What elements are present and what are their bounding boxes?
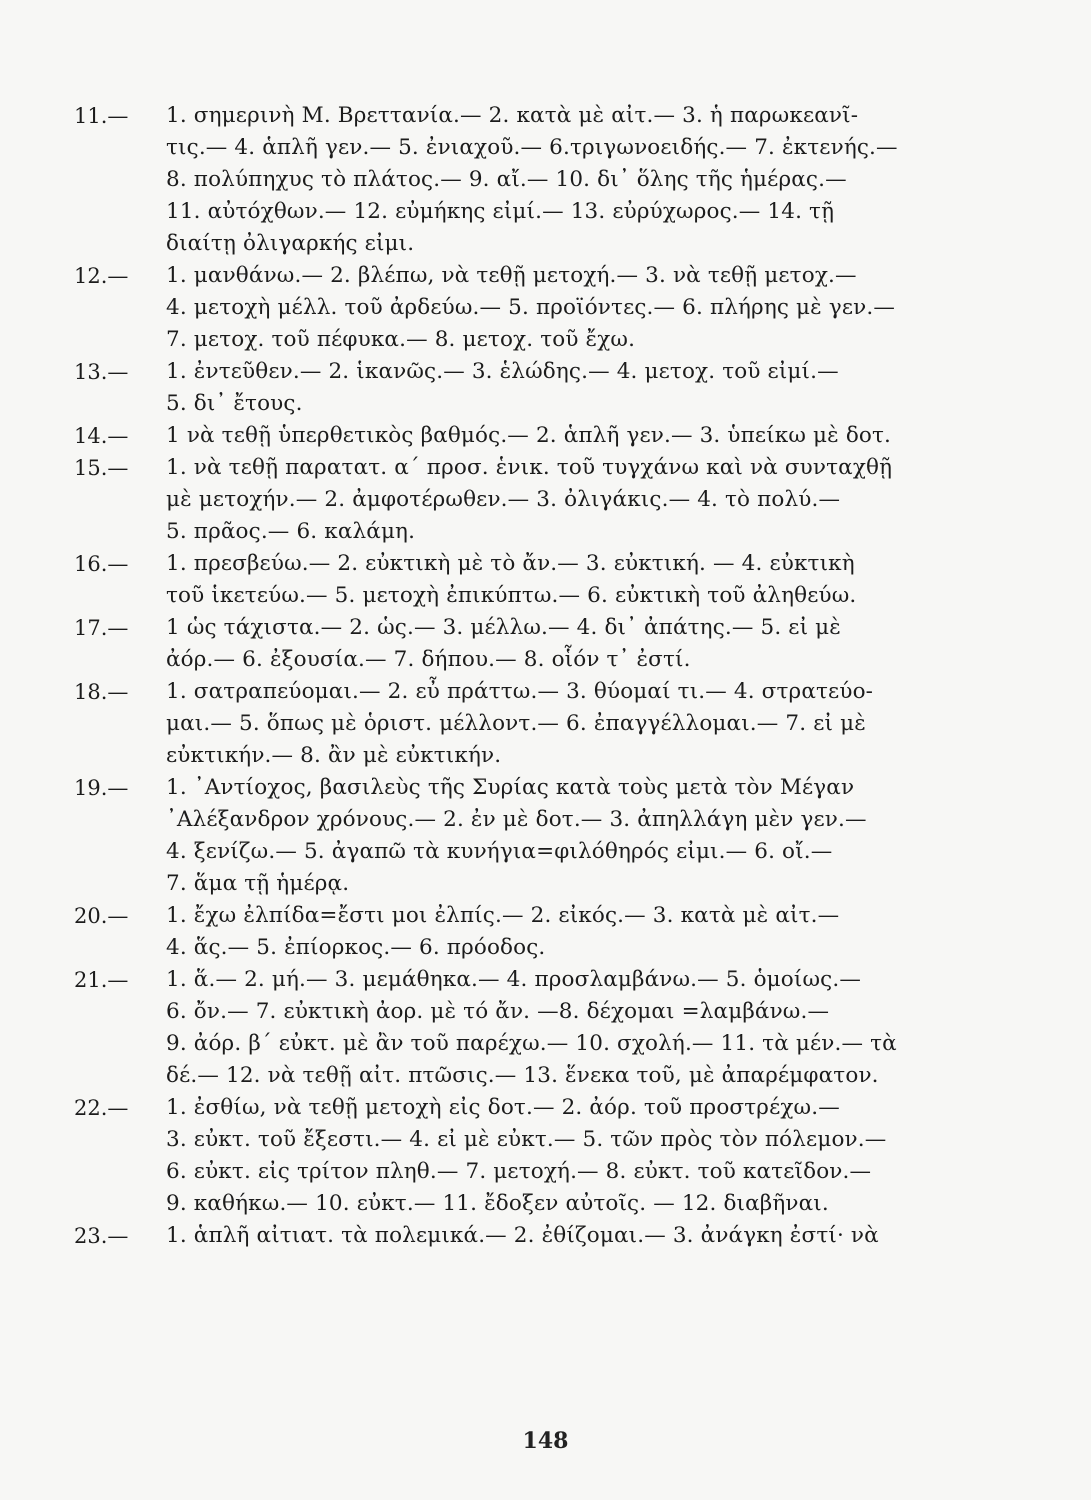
exercise-entry [74,260,964,356]
answer-line: 9. ἀόρ. β´ εὐκτ. μὲ ἂν τοῦ παρέχω.— 10. σχολή.— 11. τὰ μέν.— τὰ [166,1031,897,1056]
answer-line: 1. πρεσβεύω.— 2. εὐκτικὴ μὲ τὸ ἄν.— 3. εὐκτική. — 4. εὐκτικὴ [166,551,855,576]
exercise-entry [74,964,964,1092]
exercise-entry [74,900,964,964]
answer-line: 1 νὰ τεθῇ ὑπερθετικὸς βαθμός.— 2. ἁπλῆ γεν.— 3. ὑπείκω μὲ δοτ. [166,423,892,448]
exercise-answers [74,100,964,1252]
exercise-entry [74,612,964,676]
exercise-entry [74,772,964,900]
answer-line: 4. μετοχὴ μέλλ. τοῦ ἀρδεύω.— 5. προϊόντες.— 6. πλήρης μὲ γεν.— [166,295,895,320]
exercise-number: 23.— [74,1224,129,1248]
answer-line: 11. αὐτόχθων.— 12. εὐμήκης εἰμί.— 13. εὐρύχωρος.— 14. τῇ [166,199,835,224]
answer-line: 4. ξενίζω.— 5. ἀγαπῶ τὰ κυνήγια=φιλόθηρός εἰμι.— 6. οἴ.— [166,839,833,864]
exercise-number: 13.— [74,360,129,384]
answer-line: ᾿Αλέξανδρον χρόνους.— 2. ἐν μὲ δοτ.— 3. ἀπηλλάγη μὲν γεν.— [166,807,867,832]
answer-line: 1. σατραπεύομαι.— 2. εὖ πράττω.— 3. θύομαί τι.— 4. στρατεύο- [166,679,874,704]
answer-line: δέ.— 12. νὰ τεθῇ αἰτ. πτῶσις.— 13. ἕνεκα τοῦ, μὲ ἀπαρέμφατον. [166,1063,879,1088]
answer-line: 7. ἅμα τῇ ἡμέρᾳ. [166,871,350,896]
answer-line: μὲ μετοχήν.— 2. ἀμφοτέρωθεν.— 3. ὀλιγάκις.— 4. τὸ πολύ.— [166,487,841,512]
exercise-number: 20.— [74,904,129,928]
answer-line: 1. ἐντεῦθεν.— 2. ἱκανῶς.— 3. ἑλώδης.— 4. μετοχ. τοῦ εἰμί.— [166,359,839,384]
page-number: 148 [522,1428,569,1454]
answer-line: 5. πρᾶος.— 6. καλάμη. [166,519,416,544]
answer-line: 1. νὰ τεθῇ παρατατ. α´ προσ. ἑνικ. τοῦ τυγχάνω καὶ νὰ συνταχθῇ [166,455,893,480]
exercise-entry [74,1092,964,1220]
answer-line: 1. ἅ.— 2. μή.— 3. μεμάθηκα.— 4. προσλαμβάνω.— 5. ὁμοίως.— [166,967,861,992]
answer-line: 1. μανθάνω.— 2. βλέπω, νὰ τεθῇ μετοχή.— 3. νὰ τεθῇ μετοχ.— [166,263,857,288]
answer-line: 9. καθήκω.— 10. εὐκτ.— 11. ἔδοξεν αὐτοῖς. — 12. διαβῆναι. [166,1191,829,1216]
exercise-number: 19.— [74,776,129,800]
answer-line: τοῦ ἱκετεύω.— 5. μετοχὴ ἐπικύπτω.— 6. εὐκτικὴ τοῦ ἀληθεύω. [166,583,857,608]
answer-line: 1. σημερινὴ Μ. Βρεττανία.— 2. κατὰ μὲ αἰτ.— 3. ἡ παρωκεανῖ- [166,103,859,128]
exercise-number: 14.— [74,424,129,448]
exercise-number: 11.— [74,104,129,128]
exercise-number: 12.— [74,264,129,288]
answer-line: 3. εὐκτ. τοῦ ἔξεστι.— 4. εἰ μὲ εὐκτ.— 5. τῶν πρὸς τὸν πόλεμον.— [166,1127,887,1152]
exercise-entry [74,1220,964,1252]
exercise-number: 22.— [74,1096,129,1120]
answer-line: 8. πολύπηχυς τὸ πλάτος.— 9. αἴ.— 10. δι᾽ ὅλης τῆς ἡμέρας.— [166,167,847,192]
answer-line: εὐκτικήν.— 8. ἂν μὲ εὐκτικήν. [166,743,502,768]
exercise-entry [74,452,964,548]
answer-line: 1. ᾿Αντίοχος, βασιλεὺς τῆς Συρίας κατὰ τοὺς μετὰ τὸν Μέγαν [166,775,855,800]
answer-line: 5. δι᾽ ἔτους. [166,391,303,416]
exercise-entry [74,100,964,260]
answer-line: τις.— 4. ἁπλῆ γεν.— 5. ἐνιαχοῦ.— 6.τριγωνοειδής.— 7. ἐκτενής.— [166,135,898,160]
answer-line: 6. εὐκτ. εἰς τρίτον πληθ.— 7. μετοχή.— 8. εὐκτ. τοῦ κατεῖδον.— [166,1159,872,1184]
answer-line: 1 ὡς τάχιστα.— 2. ὡς.— 3. μέλλω.— 4. δι᾽ ἀπάτης.— 5. εἰ μὲ [166,615,841,640]
exercise-entry [74,356,964,420]
exercise-number: 21.— [74,968,129,992]
exercise-entry [74,548,964,612]
answer-line: 1. ἐσθίω, νὰ τεθῇ μετοχὴ εἰς δοτ.— 2. ἀόρ. τοῦ προστρέχω.— [166,1095,840,1120]
answer-line: 6. ὄν.— 7. εὐκτικὴ ἀορ. μὲ τό ἄν. —8. δέχομαι =λαμβάνω.— [166,999,830,1024]
exercise-number: 17.— [74,616,129,640]
exercise-number: 16.— [74,552,129,576]
answer-line: ἀόρ.— 6. ἐξουσία.— 7. δήπου.— 8. οἷόν τ᾽ ἐστί. [166,647,691,672]
exercise-entry [74,676,964,772]
answer-line: διαίτῃ ὀλιγαρκής εἰμι. [166,231,415,256]
exercise-entry [74,420,964,452]
answer-line: 4. ἅς.— 5. ἐπίορκος.— 6. πρόοδος. [166,935,546,960]
exercise-number: 18.— [74,680,129,704]
answer-line: 1. ἔχω ἐλπίδα=ἔστι μοι ἐλπίς.— 2. εἰκός.— 3. κατὰ μὲ αἰτ.— [166,903,840,928]
answer-line: 7. μετοχ. τοῦ πέφυκα.— 8. μετοχ. τοῦ ἔχω. [166,327,636,352]
answer-line: 1. ἁπλῆ αἰτιατ. τὰ πολεμικά.— 2. ἐθίζομαι.— 3. ἀνάγκη ἐστί· νὰ [166,1223,879,1248]
answer-line: μαι.— 5. ὅπως μὲ ὁριστ. μέλλοντ.— 6. ἐπαγγέλλομαι.— 7. εἰ μὲ [166,711,866,736]
exercise-number: 15.— [74,456,129,480]
